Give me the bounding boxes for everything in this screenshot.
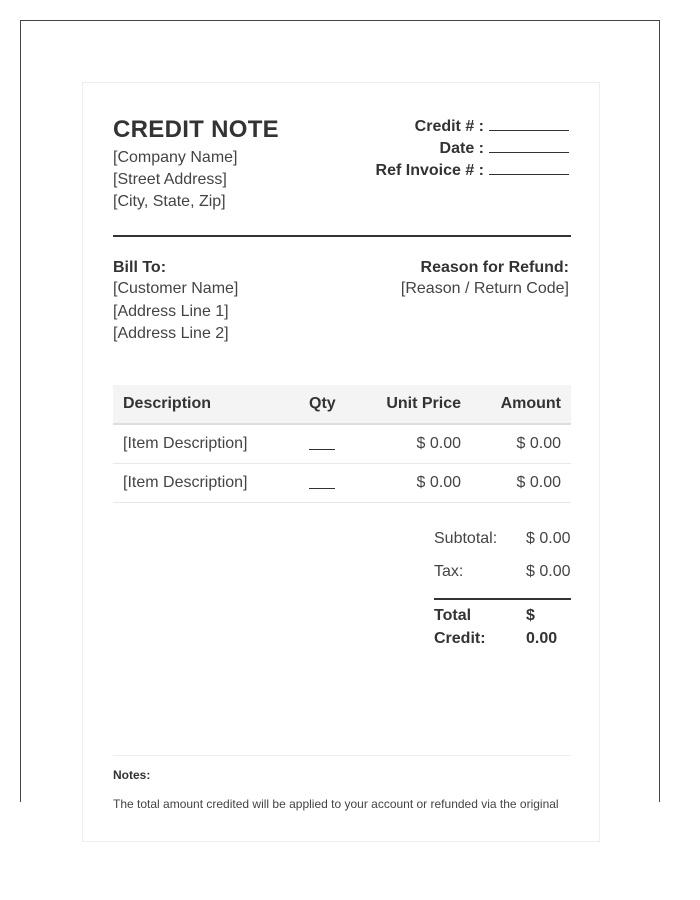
item-description: [Item Description] xyxy=(123,474,248,491)
date-blank[interactable] xyxy=(489,138,569,153)
ref-invoice-label: Ref Invoice # : xyxy=(375,162,484,179)
notes-text: The total amount credited will be applied to your account or refunded via the original xyxy=(113,797,559,811)
tax-label: Tax: xyxy=(434,563,464,580)
item-amount: $ 0.00 xyxy=(516,474,561,491)
totals-divider xyxy=(434,598,571,600)
table-header xyxy=(113,385,571,425)
bill-to-label: Bill To: xyxy=(113,259,167,276)
refund-reason: [Reason / Return Code] xyxy=(400,280,569,297)
tax-value: $ 0.00 xyxy=(526,563,571,580)
item-unit-price: $ 0.00 xyxy=(416,435,461,452)
item-unit-price: $ 0.00 xyxy=(416,474,461,491)
header-description: Description xyxy=(123,395,212,412)
credit-number-row xyxy=(415,116,569,136)
total-credit-label-line1: Total xyxy=(434,607,472,624)
date-row xyxy=(440,138,569,158)
header-qty: Qty xyxy=(309,395,336,412)
table-row xyxy=(113,425,571,464)
street-address: [Street Address] xyxy=(113,171,227,188)
ref-invoice-row xyxy=(376,160,569,180)
notes-divider xyxy=(113,755,571,756)
address-line-1: [Address Line 1] xyxy=(113,303,229,320)
customer-name: [Customer Name] xyxy=(113,280,239,297)
credit-note-document xyxy=(82,82,600,842)
item-description: [Item Description] xyxy=(123,435,248,452)
total-credit-value-line2: 0.00 xyxy=(526,630,558,647)
address-line-2: [Address Line 2] xyxy=(113,325,229,342)
subtotal-value: $ 0.00 xyxy=(526,530,571,547)
ref-invoice-blank[interactable] xyxy=(489,160,569,175)
credit-number-label: Credit # : xyxy=(414,118,484,135)
city-state-zip: [City, State, Zip] xyxy=(113,193,226,210)
date-label: Date : xyxy=(439,140,484,157)
item-amount: $ 0.00 xyxy=(516,435,561,452)
reason-for-refund-label: Reason for Refund: xyxy=(420,259,569,276)
header-divider xyxy=(113,235,571,237)
item-qty-blank[interactable] xyxy=(309,435,335,455)
credit-number-blank[interactable] xyxy=(489,116,569,131)
items-table xyxy=(113,385,571,503)
company-name: [Company Name] xyxy=(113,149,238,166)
notes-label: Notes: xyxy=(113,768,151,782)
header-unit-price: Unit Price xyxy=(386,395,461,412)
document-title: CREDIT NOTE xyxy=(113,116,279,143)
total-credit-value-line1: $ xyxy=(526,607,535,624)
page-frame xyxy=(20,20,660,811)
subtotal-label: Subtotal: xyxy=(434,530,498,547)
item-qty-blank[interactable] xyxy=(309,474,335,494)
total-credit-label-line2: Credit: xyxy=(434,630,486,647)
header-amount: Amount xyxy=(500,395,561,412)
table-row xyxy=(113,464,571,503)
